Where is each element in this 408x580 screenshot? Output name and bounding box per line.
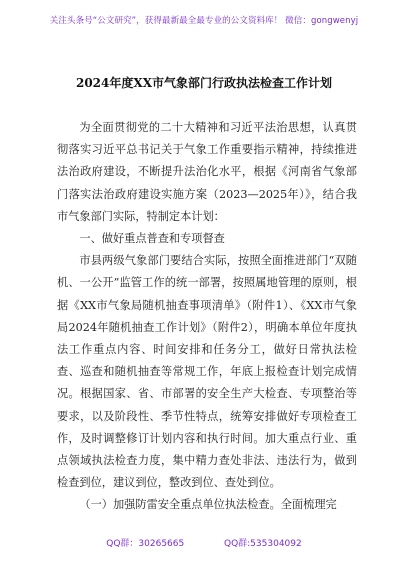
footer-contact (0, 536, 408, 549)
document-body (57, 117, 357, 517)
section-heading: 一、做好重点普查和专项督查 (79, 232, 225, 246)
subsection-paragraph: （一）加强防雷安全重点单位执法检查。全面梳理完 (79, 498, 337, 512)
header-banner: 关注头条号“公文研究”，获得最新最全最专业的公文资料库！ 微信：gongwenyj (49, 16, 359, 26)
qq-group-1: QQ群：30265665 (106, 539, 185, 549)
body-paragraph: 市县两级气象部门要结合实际，按照全面推进部门“双随机、一公开”监管工作的统一部署，按照属地管理的原则，根据《XX市气象局随机抽查事项清单》（附件1）、《XX市气象局2024年随机抽查工作计划》（附件2），明确本单位年度执法工作重点内容、时间安排和任务分工，做好日常执法检查、巡查和随机抽查等常规工作，年底上报检查计划完成情况。根据国家、省、市部署的安全生产大检查、专项整治等要求，以及阶段性、季节性特点，统筹安排做好专项检查工作，及时调整修订计划内容和执行时间。加大重点行业、重点领域执法检查力度，集中精力查处非法、违法行为，做到检查到位，建议到位，整改到位、查处到位。 (57, 254, 357, 490)
intro-paragraph: 为全面贯彻党的二十大精神和习近平法治思想，认真贯彻落实习近平总书记关于气象工作重要指示精神，持续推进法治政府建设，不断提升法治化水平，根据《河南省气象部门落实法治政府建设实施方案（2023—2025年）》，结合我市气象部门实际，特制定本计划： (57, 121, 357, 223)
document-title: 2024年度XX市气象部门行政执法检查工作计划 (75, 76, 333, 90)
qq-group-2: QQ群:535304092 (223, 539, 302, 549)
